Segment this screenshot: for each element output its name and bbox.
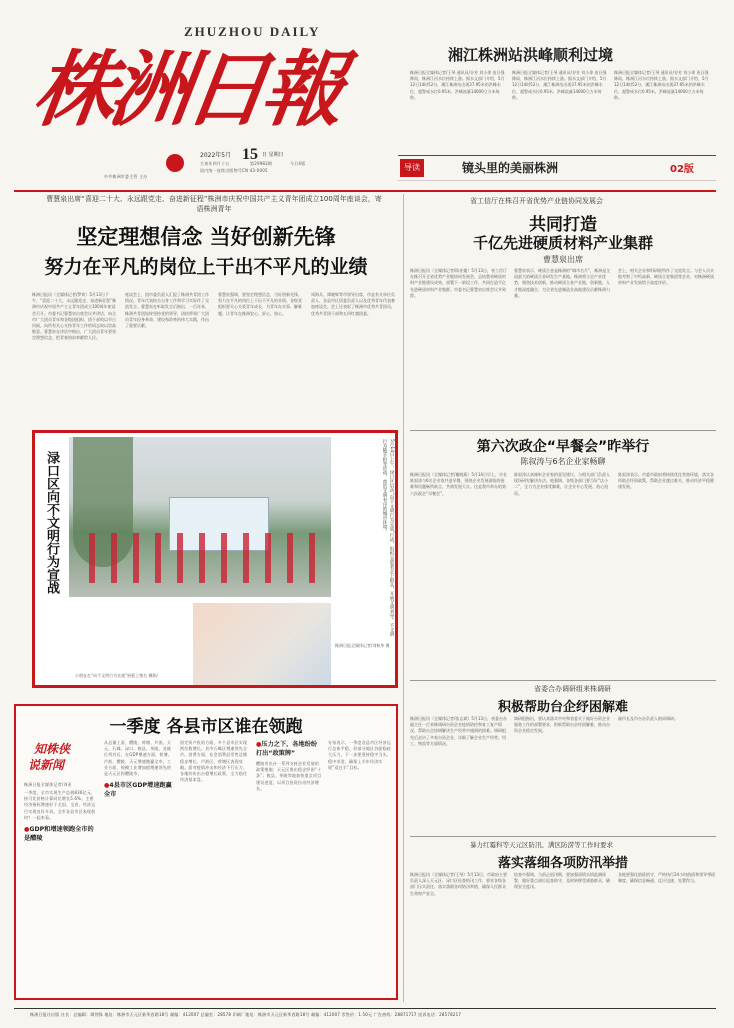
- column-divider: [403, 194, 404, 1002]
- bottom-headline: 一季度 各县市区谁在领跑: [109, 717, 303, 737]
- bottom-col-3: 固定资产投资方面，多个县市区实现两位数增长，其中石峰区增速领先全市。消费方面，社会消费品零售总额稳步增长，芦淞区、荷塘区表现亮眼。面对疫情冲击和经济下行压力，各地纷纷出台稳增长政策，全力稳住经济基本盘。: [180, 740, 248, 783]
- main-story: [14, 194, 398, 424]
- top-story: [410, 44, 710, 154]
- top-story-lead-cont2: 株洲日报全媒体记者/王琴 通讯员/谷芳 刘小琼 连日强降雨，株洲江河水位持续上涨。据水文部门介绍，5月12日14时52分，湘江株洲站出现37.95米的洪峰水位，超警戒水位0.95米，洪峰流量14000立方米每秒。: [614, 70, 709, 100]
- brand-english: ZHUZHOU DAILY: [184, 24, 321, 39]
- bottom-col-1-wrap: [24, 790, 96, 996]
- bottom-sub-1-text: GDP和增速领跑全市的是醴陵: [24, 826, 94, 843]
- side2-headline: 第六次政企“早餐会”昨举行: [476, 439, 650, 455]
- side3-col-3: 副市长及市台办负责人陪同调研。: [618, 716, 678, 721]
- side1-col-2: 曹慧泉表示，硬质合金是株洲的“城市名片”，株洲是全国最大的硬质合金研发生产基地。株洲将立足产业优势，聚焦技术创新，推动硬质合金产业链、创新链、人才链深度融合，为全省先进制造业高地建设贡献株洲力量。: [514, 268, 611, 298]
- side3-headline: 积极帮助台企纾困解难: [497, 700, 628, 715]
- bottom-sub-3-text: 压力之下，各地纷纷打出“政策牌”: [256, 741, 318, 757]
- bullet-icon: ●: [256, 741, 262, 748]
- bottom-logo: [26, 740, 96, 780]
- main-col-4: 周海兵、谭晓辉等市领导出席，市直有关单位负责人、各县市区团委负责人以及优秀青年代表参加座谈会。会上还表彰了株洲市优秀共青团员、优秀共青团干部和五四红旗团委。: [311, 292, 395, 316]
- main-col-1: 株洲日报讯（全媒体记者/罗欢）5月13日下午，“喜迎二十大、永远跟党走、奋进新征程”株洲市庆祝中国共产主义青年团成立100周年座谈会召开。市委书记曹慧泉出席会议并讲话，向全市广大团员青年和各级团组织、团干部致以节日问候，向所有关心支持青年工作的同志致以崇高敬意。曹慧泉在讲话中指出，广大团员青年要坚定理想信念，把青春热血奉献给人民。: [32, 292, 117, 341]
- main-headline-2: 努力在平凡的岗位上干出不平凡的业绩: [44, 256, 368, 278]
- footer-divider: [14, 1008, 716, 1009]
- side1-kicker: 省工信厅在株召开省优势产业链协同发展会: [470, 197, 603, 205]
- bottom-col-2-wrap: [104, 740, 172, 996]
- side1-byline: 曹慧泉出席: [543, 255, 583, 264]
- photo-caption: 5月14日上午，渌口区启动“向不文明行为宣战”行动，组织志愿者走上街头，开展文明劝导、不文明行为随手拍等活动，营造文明有序的城市环境。: [382, 439, 394, 637]
- side4-col-2: 检查中强调，当前正值汛期，要加强雨情水情监测预警，做好重点部位巡查防守，及时转移受威胁群众，确保安全度汛。: [514, 872, 610, 890]
- guide-item[interactable]: 镜头里的美丽株洲: [462, 161, 559, 175]
- bottom-col-1: 一季度，全市实现生产总值836亿元，按可比价格计算同比增长5.6%。主要经济指标增速好于全国、全省，经济运行实现良好开局。全市各县市区表现如何？一起来看。: [24, 790, 96, 820]
- main-headline-1: 坚定理想信念 当好创新先锋: [76, 225, 336, 249]
- main-col-3: 曹慧泉强调，要坚定理想信念，当好创新先锋，努力在平凡的岗位上干出不平凡的业绩。各级党组织要关心关爱青年成长，为青年办实事、解难题，让青年在株洲安心、舒心、放心。: [218, 292, 302, 316]
- logo-line-2: 说新闻: [28, 758, 65, 772]
- footer-info: 株洲日报社出版 社长：总编辑：谭剑锋 地址：株洲市天元区新华西路18号 邮编：412007 总编室：28578 印刷厂地址：株洲市天元区新华西路18号 邮编：412007 零售价：1.50元 广告热线：28871717 投诉电话：28578217: [30, 1012, 462, 1017]
- photo-vertical-title: 渌口区向不文明行为宣战: [44, 451, 59, 594]
- bottom-col-4: 醴陵市出台一系列支持企业发展的政策措施；天元区推出稳企纾困“十条”；攸县、茶陵等地加快重点项目建设进度，以项目投资拉动经济增长。: [256, 761, 322, 791]
- side-story-3: [410, 684, 716, 834]
- guide-page[interactable]: 02版: [670, 164, 694, 175]
- side4-headline: 落实落细各项防汛举措: [497, 856, 628, 871]
- logo-line-1: 知株侠: [34, 742, 71, 756]
- bullet-icon: ●: [24, 826, 30, 834]
- bottom-col-5-wrap: [328, 740, 392, 996]
- masthead-small-logo: [166, 154, 184, 172]
- side1-headline-1: 共同打造: [529, 215, 597, 235]
- side-story-2: [410, 434, 716, 684]
- guide-bar: [398, 155, 716, 181]
- guide-label: 导读: [400, 159, 424, 177]
- side-story-4: [410, 840, 716, 1000]
- side4-col-3: 各地要强化值班值守，严格执行24小时值班和领导带班制度，确保信息畅通、反应迅速、处置得当。: [618, 872, 716, 884]
- bottom-sub-2-text: 4县市区GDP增速跑赢全市: [104, 782, 172, 799]
- top-story-title: 湘江株洲站洪峰顺利过境: [448, 46, 614, 64]
- brand-chinese-logo: 株洲日報: [27, 42, 345, 138]
- photo-credit-small: 小朋友在“向不文明行为宣战”展板上签名 摄影/: [75, 673, 158, 678]
- photo-child: [193, 603, 331, 685]
- bottom-sub-3: [256, 740, 322, 758]
- side2-col-3: 陈叙涛表示，市委市政府将持续优化营商环境，落实各项助企纾困政策，帮助企业渡过难关，推动经济平稳健康发展。: [618, 472, 714, 490]
- bullet-icon: ●: [104, 782, 110, 790]
- side-divider-3: [410, 836, 716, 837]
- masthead-day: 15: [242, 146, 258, 163]
- side3-kicker: 省委合办调研组来株调研: [534, 685, 611, 693]
- side-story-1: [410, 196, 716, 416]
- masthead-date: 2022年5月: [200, 152, 232, 159]
- main-kicker: 曹慧泉出席“喜迎二十大、永远跟党走、奋进新征程”株洲市庆祝中国共产主义青年团成立100周年座谈会，寄语株洲青年: [46, 195, 382, 213]
- masthead-date-block: [200, 146, 420, 174]
- side3-col-2: 调研组指出，要认真落实中央和省委关于做好台资企业服务工作的部署要求，积极帮助台企纾困解难，推动台资企业稳定发展。: [514, 716, 610, 734]
- bottom-sub-1: [24, 825, 96, 843]
- masthead-org: 中共株洲市委主管 主办: [104, 174, 148, 179]
- side1-col-3: 会上，相关企业和科研院所作了交流发言。与会人员实地考察了中钨高新、硬质合金集团等企业，对株洲硬质材料产业发展给予高度评价。: [618, 268, 714, 286]
- side2-col-1: 株洲日报讯（全媒体记者/谢晓燕）5月14日早上，市长陈叙涛与6名企业家共进早餐，围绕企业发展面临的困难和问题畅所欲言，共商发展大计。这是我市举办的第六次政企“早餐会”。: [410, 472, 507, 496]
- masthead-weekday: 日 星期日: [262, 152, 284, 158]
- side1-headline-2: 千亿先进硬质材料产业集群: [472, 234, 653, 252]
- bottom-col-3-wrap: [180, 740, 248, 996]
- side4-col-1: 株洲日报讯（全媒体记者/王琴）5月13日，市政府主要负责人深入天元区、渌口区检查防汛工作，要求各级各部门压实责任，落实落细各项防汛举措，确保人民群众生命财产安全。: [410, 872, 507, 896]
- side1-col-1: 株洲日报讯（全媒体记者/陈亚婕）5月13日，省工信厅在株召开全省优势产业链协同发展会，总结我省硬质材料产业链建设成效，部署下一阶段工作，共同打造千亿先进硬质材料产业集群。市委书记曹慧泉出席会议并致辞。: [410, 268, 507, 298]
- side-divider-1: [410, 430, 716, 431]
- photo-credit-right: 株洲日报全媒体记者/刘秋华 摄: [335, 643, 390, 648]
- masthead-cn-code: 国内统一连续出版物号CN 43-0005: [200, 168, 268, 173]
- photo-feature: [32, 430, 398, 688]
- side2-col-2: 陈叙涛认真倾听企业家的意见建议，与相关部门负责人现场研究解决办法。他强调，各级各部门要当好“店小二”，全力为企业排忧解难，让企业专心发展、放心投资。: [514, 472, 610, 496]
- bottom-col-2: 从总量上看，醴陵、荷塘、芦淞、天元、石峰、渌口、攸县、茶陵、炎陵位列其后。在GDP增速方面，荷塘、芦淞、醴陵、天元增速跑赢全市。工业方面，规模工业增加值增速领先的是天元区和醴陵市。: [104, 740, 172, 777]
- main-col-2: 座谈会上，团市委负责人汇报了株洲共青团工作情况。青年代表结合自身工作和学习实际作了交流发言。曹慧泉在听取发言后指出，一百年来，株洲共青团始终坚持党的领导，团结带领广大团员青年投身革命、建设和改革的伟大实践，作出了重要贡献。: [125, 292, 209, 329]
- bottom-sub-2: [104, 781, 172, 799]
- side3-col-1: 株洲日报讯（全媒体记者/张志斌）5月13日，省委台办副主任一行来株调研台资企业疫情防控和复工复产情况，帮助台企协调解决生产经营中遇到的困难。调研组先后走访了多家台资企业，详细了解企业生产经营、用工、物流等方面情况。: [410, 716, 507, 746]
- photo-main: [69, 437, 331, 597]
- side-divider-2: [410, 680, 716, 681]
- masthead-divider: [14, 190, 716, 192]
- top-story-lead: 株洲日报全媒体记者/王琴 通讯员/谷芳 刘小琼 连日强降雨，株洲江河水位持续上涨。据水文部门介绍，5月12日14时52分，湘江株洲站出现37.95米的洪峰水位，超警戒水位0.95米，洪峰流量14000立方米每秒。: [410, 70, 505, 100]
- masthead-issue: 第29983期: [250, 161, 273, 166]
- masthead-pages: 今日4版: [290, 161, 306, 166]
- masthead-lunar: 壬寅年四月十五: [200, 161, 230, 166]
- side2-byline: 陈叙涛与6名企业家畅聊: [520, 457, 606, 466]
- bottom-byline: 株洲日报全媒体记者/刘亚: [24, 782, 72, 787]
- bottom-col-4-wrap: [256, 740, 322, 996]
- photo-people: [89, 533, 319, 583]
- bottom-col-5: 专家表示，一季度各县市区经济运行总体平稳，但部分地区仍面临较大压力。下一步要坚持稳字当头、稳中求进，确保上半年经济实现“双过半”目标。: [328, 740, 391, 770]
- bottom-left-feature: [14, 704, 398, 1000]
- side4-kicker: 暴力红霉科等天元区防汛、满区防涝等工作时要求: [470, 841, 613, 849]
- top-story-lead-cont: 株洲日报全媒体记者/王琴 通讯员/谷芳 刘小琼 连日强降雨，株洲江河水位持续上涨。据水文部门介绍，5月12日14时52分，湘江株洲站出现37.95米的洪峰水位，超警戒水位0.95米，洪峰流量14000立方米每秒。: [512, 70, 607, 100]
